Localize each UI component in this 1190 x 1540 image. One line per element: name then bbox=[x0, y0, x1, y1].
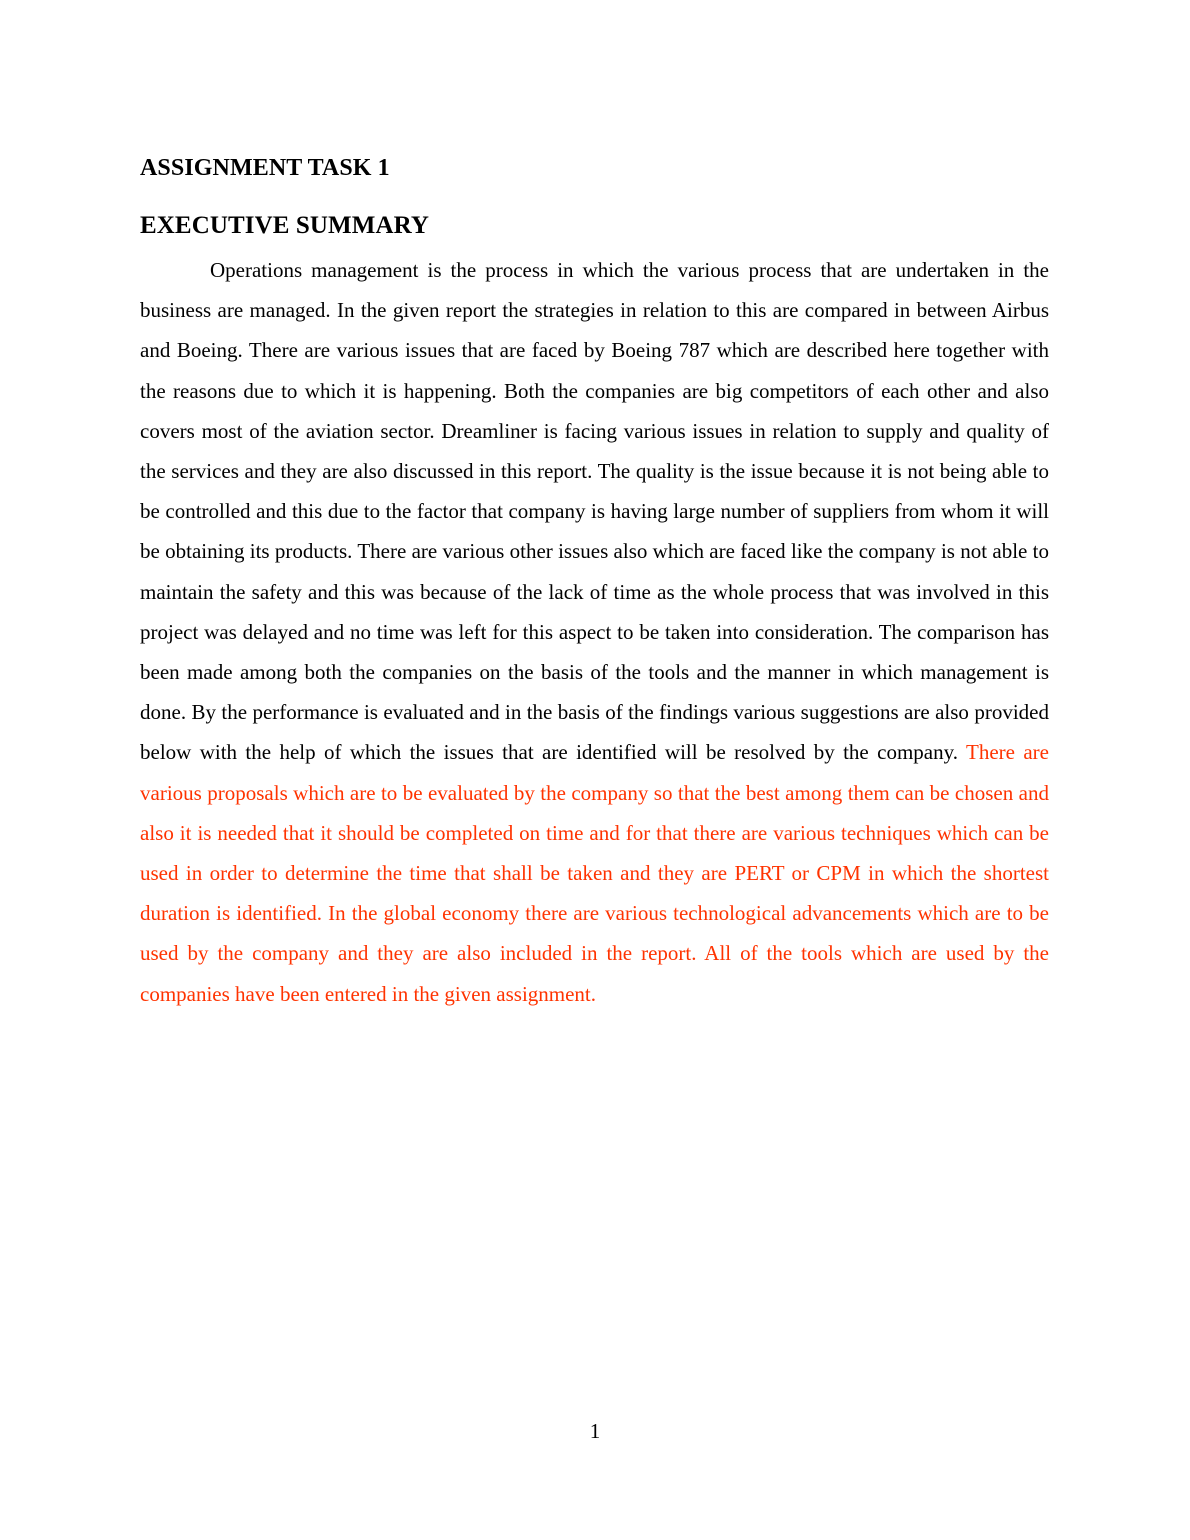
summary-text-black: Operations management is the process in which the various process that are undertaken in the business are managed. In the given report the strategies in relation to this are compared in between Airbus and Boeing. There are various issues that are faced by Boeing 787 which are described here together with the reasons due to which it is happening. Both the companies are big competitors of each other and also covers most of the aviation sector. Dreamliner is facing various issues in relation to supply and quality of the services and they are also discussed in this report. The quality is the issue because it is not being able to be controlled and this due to the factor that company is having large number of suppliers from whom it will be obtaining its products. There are various other issues also which are faced like the company is not able to maintain the safety and this was because of the lack of time as the whole process that was involved in this project was delayed and no time was left for this aspect to be taken into consideration. The comparison has been made among both the companies on the basis of the tools and the manner in which management is done. By the performance is evaluated and in the basis of the findings various suggestions are also provided below with the help of which the issues that are identified will be resolved by the company. bbox=[140, 258, 1049, 765]
assignment-heading: ASSIGNMENT TASK 1 bbox=[140, 155, 390, 181]
summary-paragraph bbox=[140, 250, 1049, 1014]
page-content bbox=[140, 150, 1049, 1014]
summary-text-highlighted: There are various proposals which are to be evaluated by the company so that the best among them can be chosen and also it is needed that it should be completed on time and for that there are various techniques which can be used in order to determine the time that shall be taken and they are PERT or CPM in which the shortest duration is identified. In the global economy there are various technological advancements which are to be used by the company and they are also included in the report. All of the tools which are used by the companies have been entered in the given assignment. bbox=[140, 740, 1049, 1006]
executive-summary-heading: EXECUTIVE SUMMARY bbox=[140, 212, 430, 239]
page-number: 1 bbox=[589, 1419, 601, 1443]
